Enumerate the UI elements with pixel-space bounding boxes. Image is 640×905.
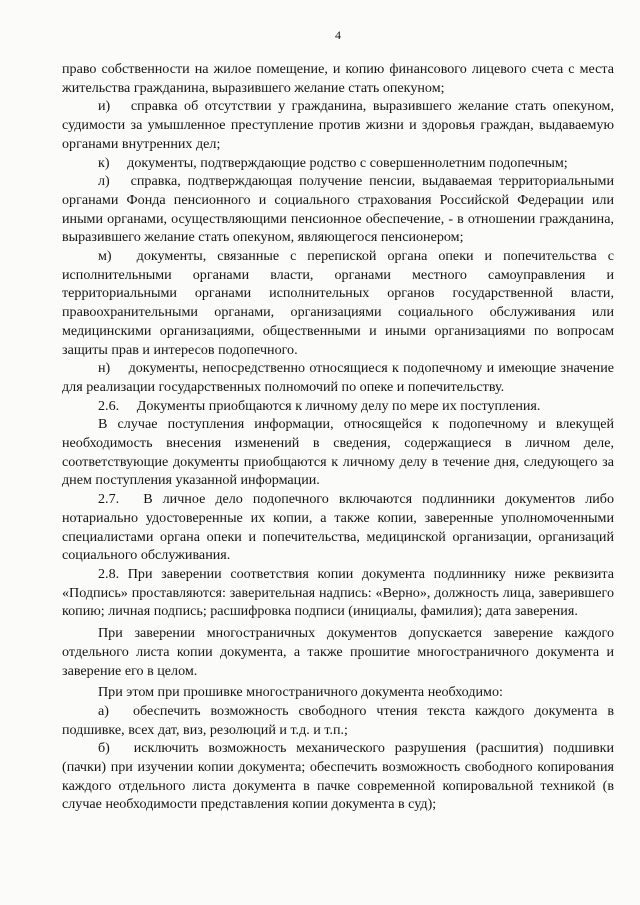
paragraph: м) документы, связанные с перепиской органа опеки и попечительства с исполнительными органами власти, органами местного самоуправления и территориальными органами исполнительных органов государственной власти, правоохранительными органами, организациями социального обслуживания или медицинскими организациями, общественными и иными организациями по вопросам защиты прав и интересов подопечного.: [62, 248, 614, 358]
paragraph: л) справка, подтверждающая получение пенсии, выдаваемая территориальными органами Фонда пенсионного и социального страхования Российской Федерации или иными органами, осуществляющими пенсионное обеспечение, - в отношении гражданина, выразившего желание стать опекуном, являющегося пенсионером;: [62, 173, 614, 246]
paragraph: При заверении многостраничных документов допускается заверение каждого отдельного листа копии документа, а также прошитие многостраничного документа и заверение его в целом.: [62, 625, 614, 679]
paragraph: 2.6. Документы приобщаются к личному делу по мере их поступления.: [98, 397, 541, 414]
page-number: 4: [335, 28, 341, 42]
paragraph: н) документы, непосредственно относящиеся к подопечному и имеющие значение для реализации государственных полномочий по опеке и попечительству.: [62, 360, 614, 395]
paragraph: В случае поступления информации, относящейся к подопечному и влекущей необходимость внесения изменений в сведения, содержащиеся в личном деле, соответствующие документы приобщаются к личному делу в течение дня, следующего за днем поступления указанной информации.: [62, 416, 614, 489]
document-body: [62, 60, 614, 814]
paragraph: а) обеспечить возможность свободного чтения текста каждого документа в подшивке, всех дат, виз, резолюций и т.д. и т.п.;: [62, 702, 614, 738]
paragraph: При этом при прошивке многостраничного документа необходимо:: [98, 684, 503, 701]
paragraph: 2.8. При заверении соответствия копии документа подлиннику ниже реквизита «Подпись» проставляются: заверительная надпись: «Верно», должность лица, заверившего копию; личная подпись; расшифровка подписи (инициалы, фамилия); дата заверения.: [62, 565, 614, 620]
paragraph: б) исключить возможность механического разрушения (расшития) подшивки (пачки) при изучении копии документа; обеспечить возможность свободного копирования каждого отдельного листа документа в пачке современной копировальной техникой (в случае необходимости представления копии документа в суд);: [62, 740, 614, 813]
paragraph: к) документы, подтверждающие родство с совершеннолетним подопечным;: [98, 154, 568, 171]
paragraph: и) справка об отсутствии у гражданина, выразившего желание стать опекуном, судимости за умышленное преступление против жизни и здоровья граждан, выдаваемую органами внутренних дел;: [62, 98, 614, 152]
paragraph: 2.7. В личное дело подопечного включаются подлинники документов либо нотариально удостоверенные их копии, а также копии, заверенные уполномоченными специалистами органа опеки и попечительства, медицинской организации, организаций социального обслуживания.: [62, 491, 614, 564]
paragraph: право собственности на жилое помещение, и копию финансового лицевого счета с места жительства гражданина, выразившего желание стать опекуном;: [62, 61, 614, 96]
